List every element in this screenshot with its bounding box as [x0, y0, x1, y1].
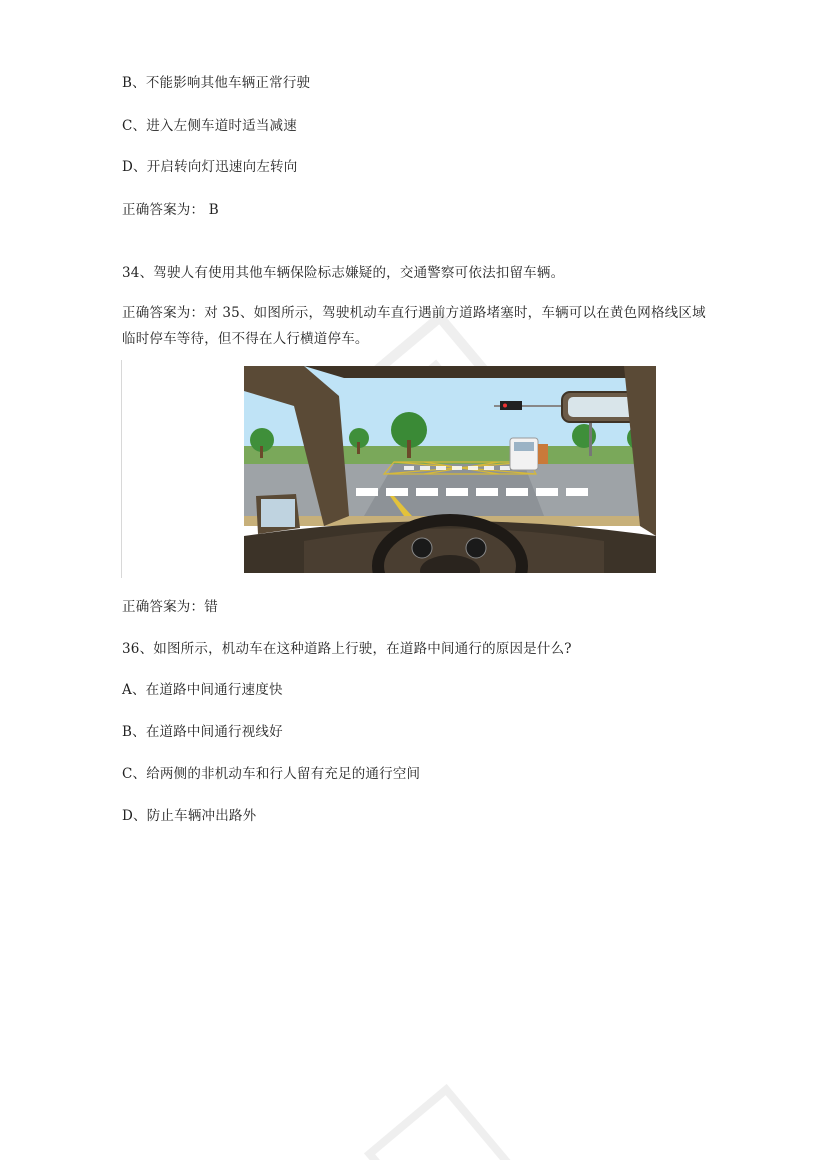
- figure-left-rule: [121, 360, 122, 578]
- q34-answer-q35-question: 正确答案为：对 35、如图所示，驾驶机动车直行遇前方道路堵塞时，车辆可以在黄色网格线区域临时停车等待，但不得在人行横道停车。: [122, 305, 706, 347]
- q34-question: 34、驾驶人有使用其他车辆保险标志嫌疑的，交通警察可依法扣留车辆。: [122, 265, 565, 281]
- q36-option-b: B、在道路中间通行视线好: [122, 724, 283, 740]
- q33-option-d: D、开启转向灯迅速向左转向: [122, 159, 298, 175]
- q36-option-a: A、在道路中间通行速度快: [122, 682, 283, 698]
- q36-question: 36、如图所示，机动车在这种道路上行驶，在道路中间通行的原因是什么?: [122, 641, 572, 657]
- q33-option-b: B、不能影响其他车辆正常行驶: [122, 75, 311, 91]
- q36-option-d: D、防止车辆冲出路外: [122, 808, 257, 824]
- q35-answer: 正确答案为：错: [122, 599, 218, 615]
- driver-view-intersection-illustration: [244, 366, 656, 573]
- watermark-graphic-bottom: [360, 1080, 520, 1160]
- q33-option-c: C、进入左侧车道时适当减速: [122, 118, 297, 134]
- q36-option-c: C、给两侧的非机动车和行人留有充足的通行空间: [122, 766, 421, 782]
- q33-answer: 正确答案为： B: [122, 202, 219, 218]
